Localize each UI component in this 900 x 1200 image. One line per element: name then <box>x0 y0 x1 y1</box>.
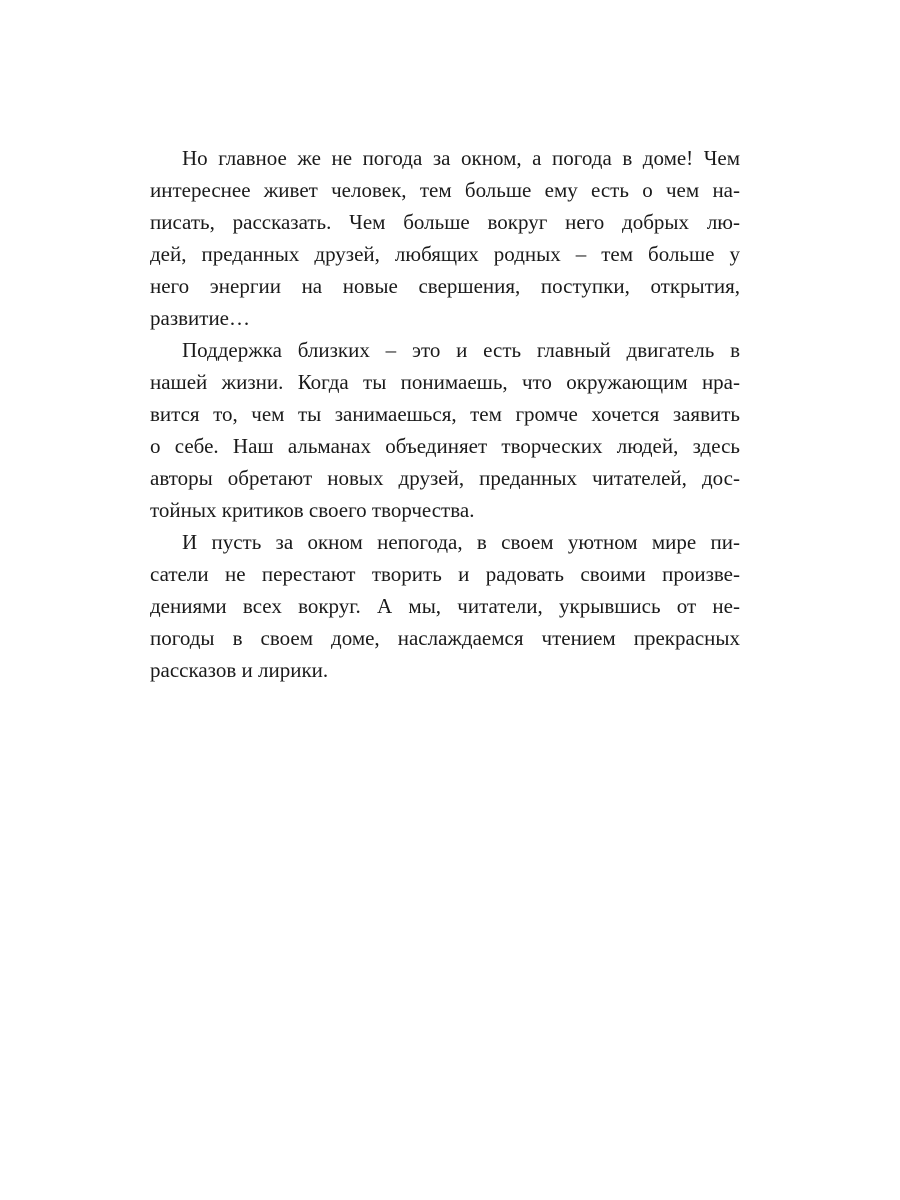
body-text <box>150 142 740 686</box>
text-line: интереснее живет человек, тем больше ему есть о чем на- <box>150 178 740 202</box>
text-line: дениями всех вокруг. А мы, читатели, укрывшись от не- <box>150 594 740 618</box>
text-line: развитие… <box>150 306 251 330</box>
text-line: него энергии на новые свершения, поступки, открытия, <box>150 274 740 298</box>
text-line: нашей жизни. Когда ты понимаешь, что окружающим нра- <box>150 370 740 394</box>
text-line: Поддержка близких – это и есть главный двигатель в <box>182 338 740 362</box>
paragraph-3 <box>150 526 740 686</box>
text-line: сатели не перестают творить и радовать своими произве- <box>150 562 740 586</box>
text-line: вится то, чем ты занимаешься, тем громче хочется заявить <box>150 402 740 426</box>
text-line: тойных критиков своего творчества. <box>150 498 475 522</box>
text-line: погоды в своем доме, наслаждаемся чтением прекрасных <box>150 626 740 650</box>
paragraph-1 <box>150 142 740 334</box>
text-line: о себе. Наш альманах объединяет творческих людей, здесь <box>150 434 740 458</box>
text-line: Но главное же не погода за окном, а погода в доме! Чем <box>182 146 740 170</box>
text-line: дей, преданных друзей, любящих родных – тем больше у <box>150 242 740 266</box>
text-line: авторы обретают новых друзей, преданных читателей, дос- <box>150 466 740 490</box>
text-line: рассказов и лирики. <box>150 658 329 682</box>
text-line: И пусть за окном непогода, в своем уютном мире пи- <box>182 530 740 554</box>
paragraph-2 <box>150 334 740 526</box>
text-line: писать, рассказать. Чем больше вокруг него добрых лю- <box>150 210 740 234</box>
